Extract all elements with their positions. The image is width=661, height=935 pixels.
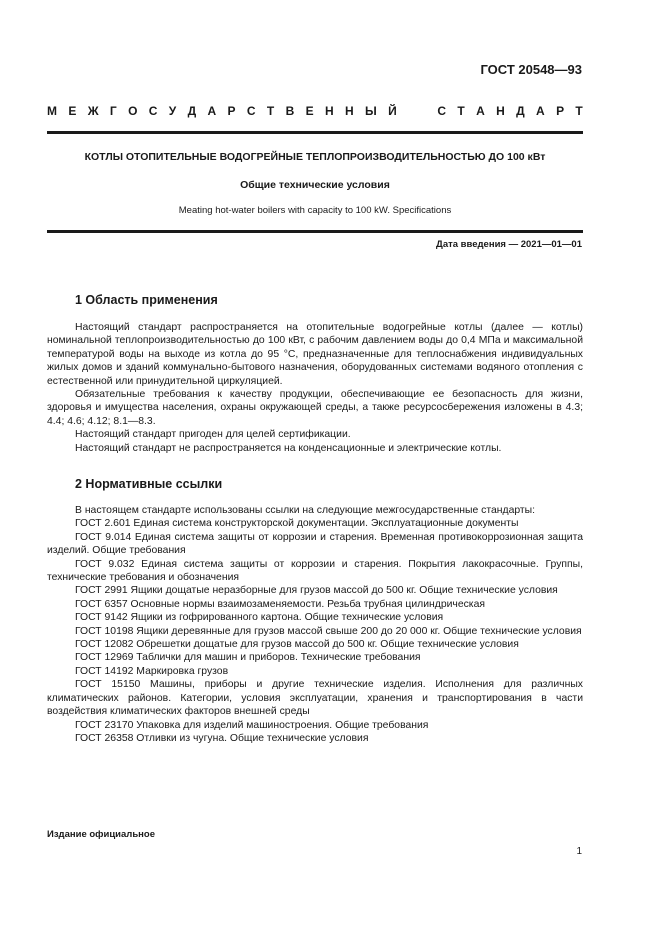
reference-item: ГОСТ 10198 Ящики деревянные для грузов массой свыше 200 до 20 000 кг. Общие технические условия bbox=[75, 625, 582, 637]
reference-item: ГОСТ 15150 Машины, приборы и другие технические изделия. Исполнения для различных климатических районов. Категории, условия эксплуатации, хранения и транспортирования в части воздействия климатических факторов внешней среды bbox=[47, 679, 583, 718]
interstate-letter: Т bbox=[457, 104, 465, 118]
interstate-letter: А bbox=[207, 104, 217, 118]
section-1-heading: 1 Область применения bbox=[75, 293, 218, 307]
reference-item: ГОСТ 12082 Обрешетки дощатые для грузов массой до 500 кг. Общие технические условия bbox=[75, 639, 519, 651]
interstate-letter bbox=[423, 104, 426, 118]
reference-item: ГОСТ 14192 Маркировка грузов bbox=[75, 665, 229, 677]
interstate-letter: У bbox=[168, 104, 177, 118]
introduction-date: Дата введения — 2021—01—01 bbox=[436, 239, 582, 250]
document-english-title: Meating hot-water boilers with capacity to 100 kW. Specifications bbox=[178, 205, 452, 216]
interstate-letter: А bbox=[536, 104, 545, 118]
reference-item: ГОСТ 12969 Таблички для машин и приборов. Технические требования bbox=[75, 652, 421, 664]
reference-item: ГОСТ 9142 Ящики из гофрированного картона. Общие технические условия bbox=[75, 612, 444, 624]
interstate-letter: А bbox=[476, 104, 485, 118]
interstate-letter: Е bbox=[305, 104, 314, 118]
paragraph: Обязательные требования к качеству продукции, обеспечивающие ее безопасность для жизни, здоровья и имущества населения, охраны окружающей среды, а также ресурсосбережения изложены в 4.3; 4.4; 4.6; 4.12; 8.1—8.3. bbox=[47, 389, 583, 427]
interstate-letter: Д bbox=[516, 104, 525, 118]
interstate-letter: Р bbox=[556, 104, 565, 118]
interstate-letter: Й bbox=[388, 104, 397, 118]
interstate-letter: Ж bbox=[87, 104, 99, 118]
interstate-letter: Н bbox=[324, 104, 334, 118]
official-edition-note: Издание официальное bbox=[47, 829, 155, 840]
interstate-letter: С bbox=[148, 104, 158, 118]
interstate-letter bbox=[408, 104, 411, 118]
interstate-letter: Ы bbox=[364, 104, 377, 118]
interstate-letter: М bbox=[47, 104, 57, 118]
reference-item: ГОСТ 2.601 Единая система конструкторской документации. Эксплуатационные документы bbox=[75, 518, 519, 530]
interstate-letter: О bbox=[128, 104, 138, 118]
interstate-letter: С bbox=[437, 104, 447, 118]
interstate-letter: Т bbox=[575, 104, 583, 118]
standard-number: ГОСТ 20548—93 bbox=[480, 62, 582, 77]
document-subtitle: Общие технические условия bbox=[240, 179, 390, 191]
interstate-letter: Н bbox=[496, 104, 505, 118]
section-2-heading: 2 Нормативные ссылки bbox=[75, 477, 223, 491]
interstate-letter: Е bbox=[68, 104, 77, 118]
section-2-body bbox=[47, 504, 583, 745]
header-divider bbox=[47, 131, 583, 134]
interstate-letter: С bbox=[246, 104, 256, 118]
interstate-letter: Г bbox=[109, 104, 117, 118]
section-1-body bbox=[47, 321, 583, 455]
reference-item: ГОСТ 23170 Упаковка для изделий машиностроения. Общие требования bbox=[75, 719, 429, 731]
interstate-letter: Р bbox=[227, 104, 236, 118]
paragraph: Настоящий стандарт не распространяется на конденсационные и электрические котлы. bbox=[75, 442, 502, 454]
paragraph: Настоящий стандарт пригоден для целей сертификации. bbox=[75, 429, 351, 441]
reference-item: ГОСТ 9.014 Единая система защиты от коррозии и старения. Временная противокоррозионная защита изделий. Общие требования bbox=[47, 531, 583, 557]
interstate-letter: Д bbox=[187, 104, 197, 118]
interstate-letter: Н bbox=[344, 104, 354, 118]
paragraph: В настоящем стандарте использованы ссылки на следующие межгосударственные стандарты: bbox=[75, 505, 536, 516]
interstate-letter: Т bbox=[266, 104, 275, 118]
interstate-letter: В bbox=[285, 104, 295, 118]
reference-item: ГОСТ 26358 Отливки из чугуна. Общие технические условия bbox=[75, 732, 369, 744]
page-number: 1 bbox=[576, 846, 582, 857]
reference-item: ГОСТ 9.032 Единая система защиты от коррозии и старения. Покрытия лакокрасочные. Группы, технические требования и обозначения bbox=[47, 558, 583, 584]
interstate-standard-label bbox=[47, 104, 583, 118]
paragraph: Настоящий стандарт распространяется на отопительные водогрейные котлы (далее — котлы) номинальной теплопроизводительностью до 100 кВт, с рабочим давлением воды до 0,4 МПа и максимальной температурой воды на выходе из котла до 95 °С, предназначенные для теплоснабжения индивидуальных жилых домов и зданий коммунально-бытового назначения, оборудованных системами водяного отопления с естественной или принудительной циркуляцией. bbox=[47, 322, 583, 387]
reference-item: ГОСТ 2991 Ящики дощатые неразборные для грузов массой до 500 кг. Общие технические условия bbox=[75, 585, 558, 597]
reference-item: ГОСТ 6357 Основные нормы взаимозаменяемости. Резьба трубная цилиндрическая bbox=[75, 598, 485, 610]
document-title: КОТЛЫ ОТОПИТЕЛЬНЫЕ ВОДОГРЕЙНЫЕ ТЕПЛОПРОИЗВОДИТЕЛЬНОСТЬЮ ДО 100 кВт bbox=[84, 151, 546, 163]
title-divider bbox=[47, 230, 583, 233]
